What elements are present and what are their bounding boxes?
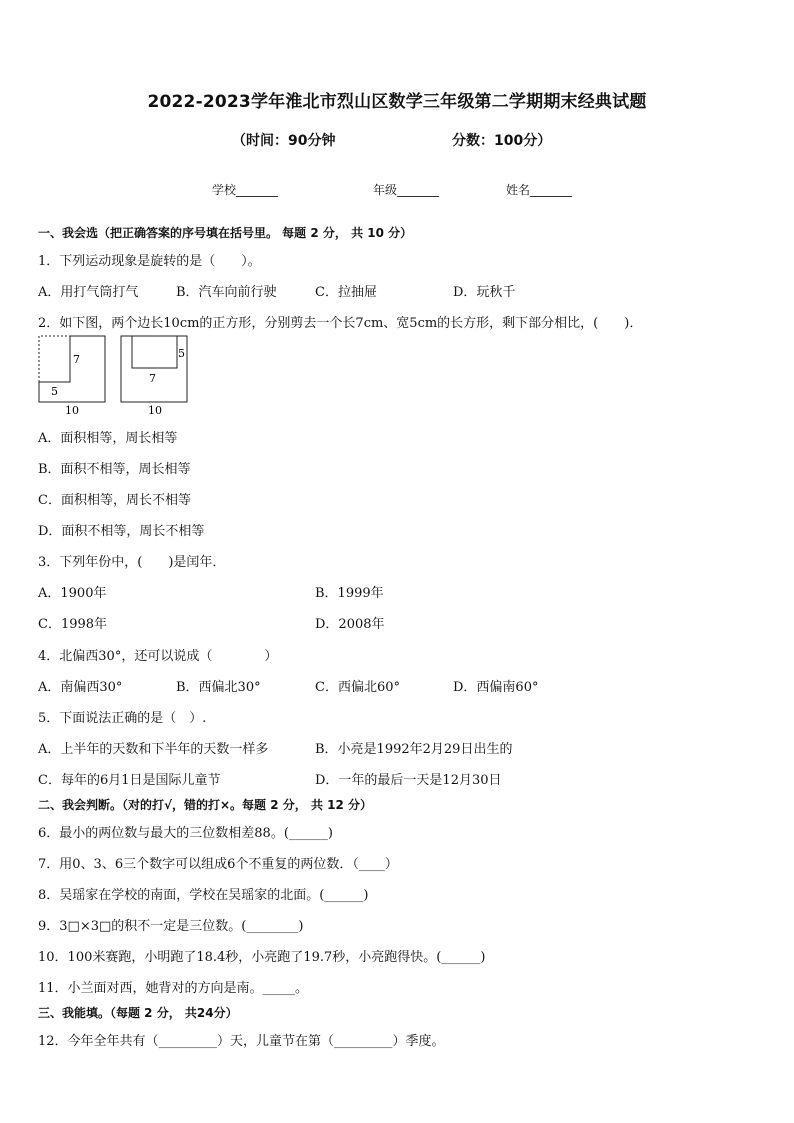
question-10: 10．100米赛跑，小明跑了18.4秒，小亮跑了19.7秒，小亮跑得快。(______) [38,950,486,965]
question-4-option-a: A．南偏西30° [38,680,123,695]
question-5-stem: 5．下面说法正确的是（ ）. [38,711,207,726]
exam-score: 分数：100分） [452,133,552,149]
grade-field: 年级_______ [373,183,440,197]
exam-time: （时间：90分钟 [232,133,336,149]
name-field: 姓名_______ [506,183,573,197]
question-5-option-c: C．每年的6月1日是国际儿童节 [38,773,221,788]
question-11: 11．小兰面对西，她背对的方向是南。_____。 [38,981,309,996]
left-label-seven: 7 [73,353,80,366]
question-3-option-a: A．1900年 [38,586,107,601]
question-1-option-a: A．用打气筒打气 [38,285,139,300]
question-2-option-d: D．面积不相等，周长不相等 [38,524,205,539]
question-1-option-b: B．汽车向前行驶 [176,285,277,300]
question-2-option-a: A．面积相等，周长相等 [38,431,178,446]
question-2-option-c: C．面积相等，周长不相等 [38,493,191,508]
question-6: 6．最小的两位数与最大的三位数相差88。(______) [38,826,333,841]
question-5-option-b: B．小亮是1992年2月29日出生的 [315,742,513,757]
question-3-stem: 3．下列年份中，( )是闰年． [38,555,226,570]
right-label-ten: 10 [148,404,162,417]
question-5-option-a: A．上半年的天数和下半年的天数一样多 [38,742,269,757]
question-2-stem: 2．如下图，两个边长10cm的正方形，分别剪去一个长7cm、宽5cm的长方形，剩下部分相比，( )． [38,316,643,331]
left-label-ten: 10 [65,404,79,417]
section-heading-choice: 一、我会选（把正确答案的序号填在括号里。 每题 2 分， 共 10 分） [38,226,413,240]
question-9: 9．3□×3□的积不一定是三位数。(________) [38,919,304,934]
question-3-option-c: C．1998年 [38,617,108,632]
page-title: 2022-2023学年淮北市烈山区数学三年级第二学期期末经典试题 [147,92,647,112]
school-field: 学校_______ [212,183,279,197]
question-5-option-d: D．一年的最后一天是12月30日 [315,773,502,788]
right-label-seven: 7 [149,372,156,385]
question-4-option-d: D．西偏南60° [453,680,539,695]
question-3-option-d: D．2008年 [315,617,385,632]
right-label-five: 5 [178,347,185,360]
question-4-option-b: B．西偏北30° [176,680,261,695]
section-heading-fill: 三、我能填。（每题 2 分， 共24分） [38,1006,238,1020]
question-7: 7．用0、3、6三个数字可以组成6个不重复的两位数．（____） [38,857,398,872]
question-1-stem: 1．下列运动现象是旋转的是（ ）。 [38,254,261,269]
question-12: 12．今年全年共有（_________）天，儿童节在第（_________）季度。 [38,1034,445,1049]
question-4-option-c: C．西偏北60° [315,680,400,695]
question-4-stem: 4．北偏西30°，还可以说成（ ） [38,649,278,664]
left-cutout-dashed-edge [39,336,70,382]
right-cutout-edge [132,336,177,368]
question-8: 8．吴瑶家在学校的南面，学校在吴瑶家的北面。(______) [38,888,369,903]
question-1-option-d: D．玩秋千 [453,285,516,300]
question-2-figure [30,330,200,422]
question-1-option-c: C．拉抽屉 [315,285,377,300]
question-2-option-b: B．面积不相等，周长相等 [38,462,191,477]
question-3-option-b: B．1999年 [315,586,384,601]
section-heading-judge: 二、我会判断。（对的打√，错的打×。每题 2 分， 共 12 分） [38,798,372,812]
left-label-five: 5 [51,385,58,398]
left-square-remaining-shape [39,336,105,402]
